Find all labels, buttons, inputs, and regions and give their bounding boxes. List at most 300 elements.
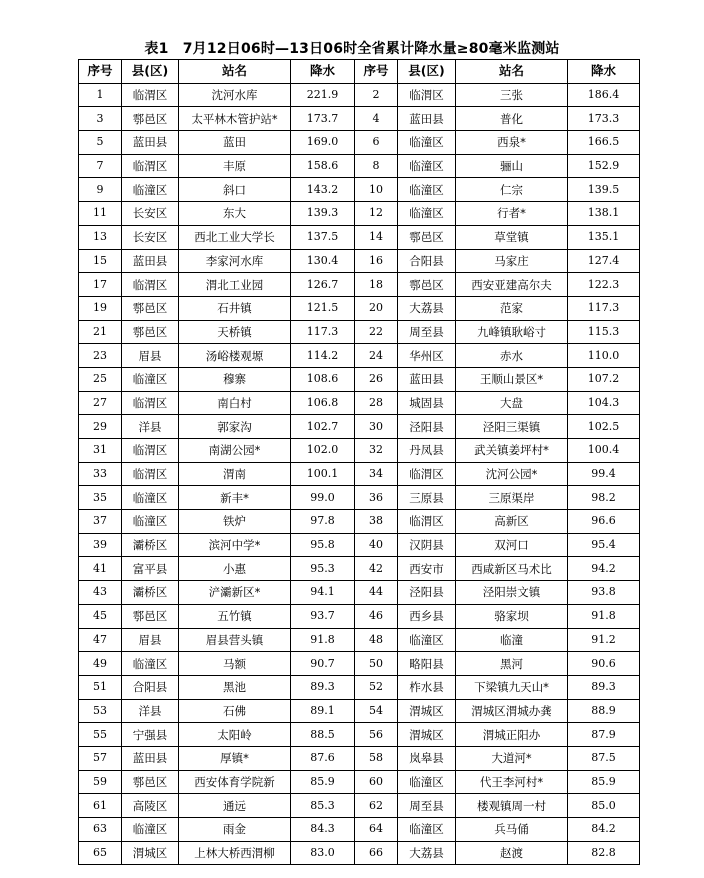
seq-cell: 44 <box>355 581 398 605</box>
rainfall-cell: 95.3 <box>291 557 355 581</box>
table-row <box>79 83 640 107</box>
table-row <box>79 533 640 557</box>
station-cell: 穆寨 <box>179 367 291 391</box>
station-cell: 雨金 <box>179 818 291 842</box>
rainfall-cell: 135.1 <box>568 225 640 249</box>
rainfall-cell: 173.7 <box>291 107 355 131</box>
table-row <box>79 462 640 486</box>
county-cell: 丹凤县 <box>398 439 456 463</box>
seq-cell: 15 <box>79 249 122 273</box>
county-cell: 鄠邑区 <box>122 604 179 628</box>
seq-cell: 50 <box>355 652 398 676</box>
county-cell: 临潼区 <box>122 178 179 202</box>
county-cell: 蓝田县 <box>398 107 456 131</box>
county-cell: 周至县 <box>398 794 456 818</box>
table-row <box>79 178 640 202</box>
county-cell: 大荔县 <box>398 841 456 865</box>
table-row <box>79 320 640 344</box>
table-row <box>79 841 640 865</box>
station-cell: 楼观镇周一村 <box>456 794 568 818</box>
table-row <box>79 391 640 415</box>
seq-cell: 5 <box>79 131 122 155</box>
station-cell: 丰原 <box>179 154 291 178</box>
rainfall-cell: 126.7 <box>291 273 355 297</box>
seq-cell: 54 <box>355 699 398 723</box>
station-cell: 李家河水库 <box>179 249 291 273</box>
table-row <box>79 723 640 747</box>
rainfall-cell: 84.3 <box>291 818 355 842</box>
station-cell: 上林大桥西渭柳 <box>179 841 291 865</box>
county-cell: 西乡县 <box>398 604 456 628</box>
county-cell: 灞桥区 <box>122 581 179 605</box>
seq-cell: 52 <box>355 675 398 699</box>
station-cell: 斜口 <box>179 178 291 202</box>
rainfall-cell: 85.0 <box>568 794 640 818</box>
seq-cell: 61 <box>79 794 122 818</box>
table-row <box>79 273 640 297</box>
county-cell: 城固县 <box>398 391 456 415</box>
seq-cell: 62 <box>355 794 398 818</box>
station-cell: 临潼 <box>456 628 568 652</box>
county-cell: 洋县 <box>122 415 179 439</box>
seq-cell: 65 <box>79 841 122 865</box>
rainfall-cell: 95.8 <box>291 533 355 557</box>
station-cell: 新丰* <box>179 486 291 510</box>
table-row <box>79 154 640 178</box>
table-row <box>79 415 640 439</box>
seq-cell: 10 <box>355 178 398 202</box>
table-title: 表1 7月12日06时—13日06时全省累计降水量≥80毫米监测站 <box>144 41 560 57</box>
seq-cell: 33 <box>79 462 122 486</box>
seq-cell: 4 <box>355 107 398 131</box>
station-cell: 滨河中学* <box>179 533 291 557</box>
rainfall-cell: 85.9 <box>568 770 640 794</box>
rainfall-cell: 100.1 <box>291 462 355 486</box>
county-cell: 临渭区 <box>122 273 179 297</box>
station-cell: 石井镇 <box>179 296 291 320</box>
seq-cell: 36 <box>355 486 398 510</box>
station-cell: 王顺山景区* <box>456 367 568 391</box>
county-cell: 临潼区 <box>122 367 179 391</box>
county-cell: 临渭区 <box>122 462 179 486</box>
station-cell: 赵渡 <box>456 841 568 865</box>
table-row <box>79 746 640 770</box>
county-cell: 合阳县 <box>398 249 456 273</box>
county-cell: 临渭区 <box>398 510 456 534</box>
table-row <box>79 202 640 226</box>
rainfall-cell: 96.6 <box>568 510 640 534</box>
seq-cell: 56 <box>355 723 398 747</box>
rainfall-cell: 88.5 <box>291 723 355 747</box>
column-header: 序号 <box>79 60 122 84</box>
rainfall-cell: 130.4 <box>291 249 355 273</box>
table-row <box>79 510 640 534</box>
column-header: 站名 <box>456 60 568 84</box>
seq-cell: 45 <box>79 604 122 628</box>
county-cell: 临渭区 <box>122 83 179 107</box>
rainfall-cell: 143.2 <box>291 178 355 202</box>
station-cell: 高新区 <box>456 510 568 534</box>
county-cell: 临潼区 <box>398 770 456 794</box>
county-cell: 临潼区 <box>398 154 456 178</box>
station-cell: 通远 <box>179 794 291 818</box>
station-cell: 沈河水库 <box>179 83 291 107</box>
rainfall-cell: 158.6 <box>291 154 355 178</box>
station-cell: 南湖公园* <box>179 439 291 463</box>
rainfall-cell: 91.8 <box>291 628 355 652</box>
county-cell: 略阳县 <box>398 652 456 676</box>
seq-cell: 48 <box>355 628 398 652</box>
seq-cell: 12 <box>355 202 398 226</box>
county-cell: 鄠邑区 <box>122 296 179 320</box>
station-cell: 西安亚建高尔夫 <box>456 273 568 297</box>
county-cell: 眉县 <box>122 628 179 652</box>
station-cell: 三张 <box>456 83 568 107</box>
seq-cell: 20 <box>355 296 398 320</box>
station-cell: 仁宗 <box>456 178 568 202</box>
station-cell: 石佛 <box>179 699 291 723</box>
seq-cell: 16 <box>355 249 398 273</box>
rainfall-cell: 87.6 <box>291 746 355 770</box>
county-cell: 高陵区 <box>122 794 179 818</box>
county-cell: 灞桥区 <box>122 533 179 557</box>
county-cell: 临潼区 <box>122 818 179 842</box>
county-cell: 临潼区 <box>398 202 456 226</box>
station-cell: 西咸新区马术比 <box>456 557 568 581</box>
table-row <box>79 818 640 842</box>
rainfall-cell: 84.2 <box>568 818 640 842</box>
rainfall-cell: 85.9 <box>291 770 355 794</box>
table-body <box>79 83 640 865</box>
rainfall-cell: 138.1 <box>568 202 640 226</box>
station-cell: 双河口 <box>456 533 568 557</box>
seq-cell: 46 <box>355 604 398 628</box>
rainfall-cell: 87.9 <box>568 723 640 747</box>
rainfall-cell: 115.3 <box>568 320 640 344</box>
rainfall-cell: 94.2 <box>568 557 640 581</box>
rainfall-cell: 88.9 <box>568 699 640 723</box>
county-cell: 临渭区 <box>398 462 456 486</box>
station-cell: 黑河 <box>456 652 568 676</box>
rainfall-cell: 137.5 <box>291 225 355 249</box>
seq-cell: 31 <box>79 439 122 463</box>
station-cell: 东大 <box>179 202 291 226</box>
rainfall-cell: 90.6 <box>568 652 640 676</box>
seq-cell: 26 <box>355 367 398 391</box>
station-cell: 马额 <box>179 652 291 676</box>
station-cell: 郭家沟 <box>179 415 291 439</box>
station-cell: 大盘 <box>456 391 568 415</box>
station-cell: 厚镇* <box>179 746 291 770</box>
station-cell: 草堂镇 <box>456 225 568 249</box>
station-cell: 沈河公园* <box>456 462 568 486</box>
table-row <box>79 439 640 463</box>
rainfall-cell: 93.7 <box>291 604 355 628</box>
seq-cell: 11 <box>79 202 122 226</box>
rainfall-cell: 121.5 <box>291 296 355 320</box>
county-cell: 临潼区 <box>122 486 179 510</box>
county-cell: 泾阳县 <box>398 415 456 439</box>
station-cell: 渭北工业园 <box>179 273 291 297</box>
county-cell: 蓝田县 <box>122 249 179 273</box>
rainfall-cell: 99.0 <box>291 486 355 510</box>
seq-cell: 29 <box>79 415 122 439</box>
rainfall-cell: 89.3 <box>291 675 355 699</box>
seq-cell: 39 <box>79 533 122 557</box>
station-cell: 行者* <box>456 202 568 226</box>
rainfall-cell: 169.0 <box>291 131 355 155</box>
rainfall-cell: 87.5 <box>568 746 640 770</box>
station-cell: 骆家坝 <box>456 604 568 628</box>
station-cell: 西北工业大学长 <box>179 225 291 249</box>
seq-cell: 24 <box>355 344 398 368</box>
station-cell: 武关镇姜坪村* <box>456 439 568 463</box>
seq-cell: 9 <box>79 178 122 202</box>
table-row <box>79 652 640 676</box>
county-cell: 泾阳县 <box>398 581 456 605</box>
county-cell: 西安市 <box>398 557 456 581</box>
station-cell: 泾阳崇文镇 <box>456 581 568 605</box>
table-row <box>79 699 640 723</box>
table-header-row <box>79 60 640 84</box>
county-cell: 鄠邑区 <box>122 320 179 344</box>
county-cell: 鄠邑区 <box>122 770 179 794</box>
station-cell: 西泉* <box>456 131 568 155</box>
table-row <box>79 794 640 818</box>
station-cell: 马家庄 <box>456 249 568 273</box>
county-cell: 岚皋县 <box>398 746 456 770</box>
county-cell: 鄠邑区 <box>398 273 456 297</box>
station-cell: 太阳岭 <box>179 723 291 747</box>
table-row <box>79 486 640 510</box>
seq-cell: 17 <box>79 273 122 297</box>
rainfall-cell: 97.8 <box>291 510 355 534</box>
station-cell: 赤水 <box>456 344 568 368</box>
county-cell: 临潼区 <box>398 131 456 155</box>
station-cell: 九峰镇耿峪寸 <box>456 320 568 344</box>
county-cell: 蓝田县 <box>122 131 179 155</box>
rainfall-cell: 100.4 <box>568 439 640 463</box>
table-row <box>79 225 640 249</box>
seq-cell: 2 <box>355 83 398 107</box>
seq-cell: 64 <box>355 818 398 842</box>
table-row <box>79 344 640 368</box>
table-row <box>79 131 640 155</box>
seq-cell: 3 <box>79 107 122 131</box>
seq-cell: 27 <box>79 391 122 415</box>
station-cell: 黑池 <box>179 675 291 699</box>
county-cell: 大荔县 <box>398 296 456 320</box>
seq-cell: 51 <box>79 675 122 699</box>
table-row <box>79 367 640 391</box>
county-cell: 鄠邑区 <box>398 225 456 249</box>
county-cell: 长安区 <box>122 202 179 226</box>
county-cell: 柞水县 <box>398 675 456 699</box>
seq-cell: 58 <box>355 746 398 770</box>
station-cell: 蓝田 <box>179 131 291 155</box>
station-cell: 南白村 <box>179 391 291 415</box>
county-cell: 汉阴县 <box>398 533 456 557</box>
station-cell: 西安体育学院新 <box>179 770 291 794</box>
station-cell: 眉县营头镇 <box>179 628 291 652</box>
county-cell: 宁强县 <box>122 723 179 747</box>
rainfall-cell: 152.9 <box>568 154 640 178</box>
rainfall-cell: 122.3 <box>568 273 640 297</box>
station-cell: 铁炉 <box>179 510 291 534</box>
column-header: 县(区) <box>398 60 456 84</box>
seq-cell: 21 <box>79 320 122 344</box>
seq-cell: 37 <box>79 510 122 534</box>
seq-cell: 6 <box>355 131 398 155</box>
station-cell: 渭南 <box>179 462 291 486</box>
county-cell: 临渭区 <box>122 154 179 178</box>
seq-cell: 40 <box>355 533 398 557</box>
station-cell: 代王李河村* <box>456 770 568 794</box>
rainfall-cell: 139.5 <box>568 178 640 202</box>
seq-cell: 38 <box>355 510 398 534</box>
county-cell: 渭城区 <box>122 841 179 865</box>
rainfall-cell: 91.2 <box>568 628 640 652</box>
rainfall-cell: 221.9 <box>291 83 355 107</box>
county-cell: 三原县 <box>398 486 456 510</box>
seq-cell: 49 <box>79 652 122 676</box>
seq-cell: 13 <box>79 225 122 249</box>
seq-cell: 22 <box>355 320 398 344</box>
station-cell: 渭城正阳办 <box>456 723 568 747</box>
rainfall-cell: 93.8 <box>568 581 640 605</box>
rainfall-cell: 117.3 <box>568 296 640 320</box>
table-row <box>79 675 640 699</box>
county-cell: 渭城区 <box>398 699 456 723</box>
rainfall-cell: 186.4 <box>568 83 640 107</box>
rainfall-cell: 94.1 <box>291 581 355 605</box>
table-row <box>79 770 640 794</box>
seq-cell: 41 <box>79 557 122 581</box>
seq-cell: 23 <box>79 344 122 368</box>
rainfall-cell: 98.2 <box>568 486 640 510</box>
station-cell: 天桥镇 <box>179 320 291 344</box>
station-cell: 三原渠岸 <box>456 486 568 510</box>
county-cell: 洋县 <box>122 699 179 723</box>
rainfall-cell: 89.1 <box>291 699 355 723</box>
rainfall-cell: 127.4 <box>568 249 640 273</box>
county-cell: 临渭区 <box>398 83 456 107</box>
county-cell: 富平县 <box>122 557 179 581</box>
county-cell: 蓝田县 <box>398 367 456 391</box>
seq-cell: 55 <box>79 723 122 747</box>
rainfall-cell: 107.2 <box>568 367 640 391</box>
county-cell: 临潼区 <box>398 178 456 202</box>
seq-cell: 28 <box>355 391 398 415</box>
rainfall-cell: 99.4 <box>568 462 640 486</box>
seq-cell: 35 <box>79 486 122 510</box>
rainfall-cell: 104.3 <box>568 391 640 415</box>
column-header: 站名 <box>179 60 291 84</box>
seq-cell: 8 <box>355 154 398 178</box>
station-cell: 小惠 <box>179 557 291 581</box>
county-cell: 合阳县 <box>122 675 179 699</box>
rainfall-table <box>78 59 640 865</box>
county-cell: 华州区 <box>398 344 456 368</box>
station-cell: 渭城区渭城办龚 <box>456 699 568 723</box>
rainfall-cell: 82.8 <box>568 841 640 865</box>
column-header: 县(区) <box>122 60 179 84</box>
station-cell: 下梁镇九天山* <box>456 675 568 699</box>
seq-cell: 14 <box>355 225 398 249</box>
seq-cell: 53 <box>79 699 122 723</box>
column-header: 降水 <box>291 60 355 84</box>
rainfall-cell: 91.8 <box>568 604 640 628</box>
county-cell: 临渭区 <box>122 439 179 463</box>
seq-cell: 43 <box>79 581 122 605</box>
rainfall-cell: 173.3 <box>568 107 640 131</box>
seq-cell: 47 <box>79 628 122 652</box>
station-cell: 泾阳三渠镇 <box>456 415 568 439</box>
rainfall-cell: 102.0 <box>291 439 355 463</box>
county-cell: 临潼区 <box>398 628 456 652</box>
county-cell: 周至县 <box>398 320 456 344</box>
seq-cell: 42 <box>355 557 398 581</box>
table-row <box>79 604 640 628</box>
seq-cell: 66 <box>355 841 398 865</box>
seq-cell: 63 <box>79 818 122 842</box>
county-cell: 鄠邑区 <box>122 107 179 131</box>
table-row <box>79 249 640 273</box>
station-cell: 兵马俑 <box>456 818 568 842</box>
county-cell: 长安区 <box>122 225 179 249</box>
seq-cell: 30 <box>355 415 398 439</box>
rainfall-cell: 95.4 <box>568 533 640 557</box>
table-row <box>79 557 640 581</box>
rainfall-cell: 89.3 <box>568 675 640 699</box>
rainfall-cell: 90.7 <box>291 652 355 676</box>
seq-cell: 18 <box>355 273 398 297</box>
column-header: 序号 <box>355 60 398 84</box>
station-cell: 浐灞新区* <box>179 581 291 605</box>
rainfall-cell: 117.3 <box>291 320 355 344</box>
rainfall-cell: 102.5 <box>568 415 640 439</box>
rainfall-cell: 85.3 <box>291 794 355 818</box>
table-row <box>79 296 640 320</box>
rainfall-cell: 114.2 <box>291 344 355 368</box>
station-cell: 五竹镇 <box>179 604 291 628</box>
seq-cell: 32 <box>355 439 398 463</box>
seq-cell: 59 <box>79 770 122 794</box>
seq-cell: 7 <box>79 154 122 178</box>
station-cell: 骊山 <box>456 154 568 178</box>
rainfall-cell: 106.8 <box>291 391 355 415</box>
rainfall-cell: 83.0 <box>291 841 355 865</box>
county-cell: 临渭区 <box>122 391 179 415</box>
rainfall-cell: 110.0 <box>568 344 640 368</box>
seq-cell: 60 <box>355 770 398 794</box>
seq-cell: 19 <box>79 296 122 320</box>
seq-cell: 34 <box>355 462 398 486</box>
county-cell: 临潼区 <box>122 510 179 534</box>
table-row <box>79 581 640 605</box>
rainfall-cell: 166.5 <box>568 131 640 155</box>
column-header: 降水 <box>568 60 640 84</box>
station-cell: 普化 <box>456 107 568 131</box>
table-row <box>79 107 640 131</box>
station-cell: 范家 <box>456 296 568 320</box>
station-cell: 汤峪楼观塬 <box>179 344 291 368</box>
county-cell: 临潼区 <box>398 818 456 842</box>
station-cell: 太平林木管护站* <box>179 107 291 131</box>
seq-cell: 57 <box>79 746 122 770</box>
rainfall-cell: 108.6 <box>291 367 355 391</box>
rainfall-cell: 139.3 <box>291 202 355 226</box>
